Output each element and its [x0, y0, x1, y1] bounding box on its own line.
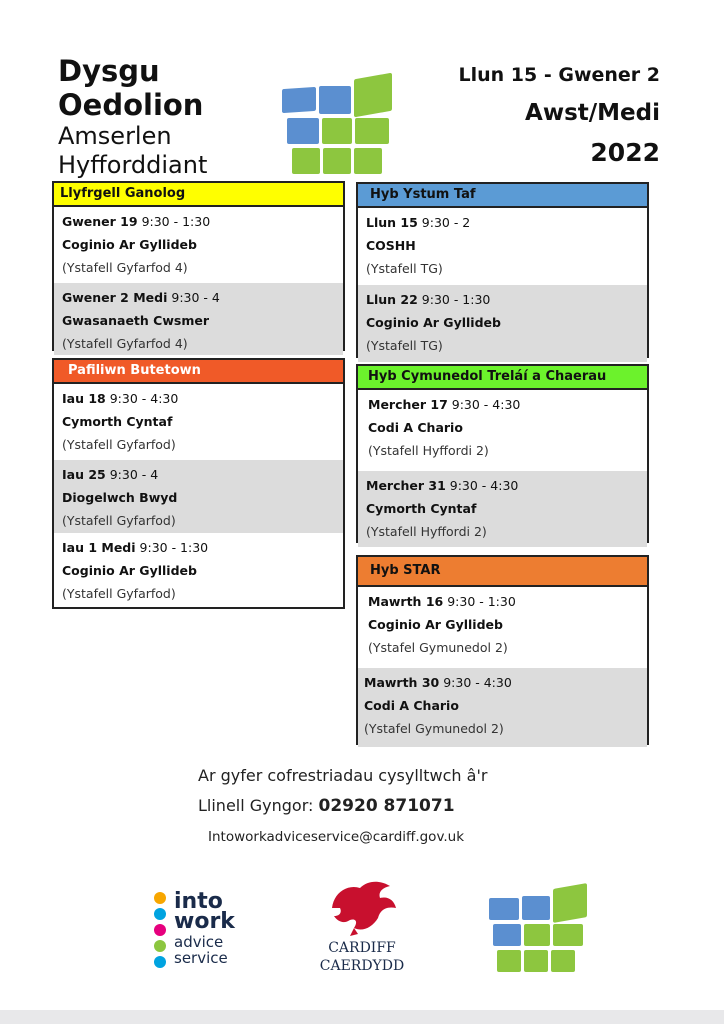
phone-number[interactable]: 02920 871071 — [318, 796, 455, 816]
session-entry: Llun 22 9:30 - 1:30 Coginio Ar Gyllideb (Ystafell TG) — [358, 285, 647, 362]
venue-pafiliwn-butetown — [52, 358, 345, 609]
cardiff-council-logo: CARDIFF CAERDYDD — [312, 878, 412, 978]
session-entry: Gwener 2 Medi 9:30 - 4 Gwasanaeth Cwsmer (Ystafell Gyfarfod 4) — [54, 283, 343, 355]
page-bottom-bar — [0, 1010, 724, 1024]
title-line-4: Hyfforddiant — [58, 151, 208, 179]
into-work-logo: into work advice service — [152, 890, 262, 976]
title-line-1: Dysgu — [58, 54, 160, 88]
venue-header: Hyb Ystum Taf — [358, 184, 647, 208]
session-entry: Gwener 19 9:30 - 1:30 Coginio Ar Gyllideb (Ystafell Gyfarfod 4) — [62, 214, 211, 275]
hub-logo-top — [282, 76, 394, 176]
session-entry: Mawrth 16 9:30 - 1:30 Coginio Ar Gyllideb (Ystafel Gymunedol 2) — [368, 594, 516, 655]
date-range: Llun 15 - Gwener 2 — [458, 64, 660, 86]
dragon-icon — [324, 878, 400, 938]
venue-header: Pafiliwn Butetown — [54, 360, 343, 384]
venue-header: Hyb STAR — [358, 557, 647, 587]
session-entry: Iau 18 9:30 - 4:30 Cymorth Cyntaf (Ystafell Gyfarfod) — [62, 391, 179, 452]
session-entry: Iau 25 9:30 - 4 Diogelwch Bwyd (Ystafell Gyfarfod) — [54, 460, 343, 533]
hub-logo-bottom — [489, 886, 589, 976]
email-link[interactable]: Intoworkadviceservice@cardiff.gov.uk — [208, 829, 465, 845]
month-label: Awst/Medi — [525, 100, 660, 126]
venue-hyb-ystum-taf — [356, 182, 649, 358]
title-line-2: Oedolion — [58, 88, 204, 122]
session-entry: Mercher 31 9:30 - 4:30 Cymorth Cyntaf (Ystafell Hyffordi 2) — [358, 471, 647, 547]
session-entry: Mercher 17 9:30 - 4:30 Codi A Chario (Ystafell Hyffordi 2) — [368, 397, 521, 458]
session-entry: Iau 1 Medi 9:30 - 1:30 Coginio Ar Gyllideb (Ystafell Gyfarfod) — [62, 540, 209, 601]
advice-line: Llinell Gyngor: 02920 871071 — [198, 796, 455, 816]
venue-llyfrgell-ganolog — [52, 181, 345, 351]
venue-header: Hyb Cymunedol Treláí a Chaerau — [358, 366, 647, 390]
registration-text: Ar gyfer cofrestriadau cysylltwch â'r — [198, 766, 488, 785]
venue-hyb-trelai-chaerau — [356, 364, 649, 543]
session-entry: Llun 15 9:30 - 2 COSHH (Ystafell TG) — [366, 215, 471, 276]
session-entry: Mawrth 30 9:30 - 4:30 Codi A Chario (Ystafel Gymunedol 2) — [358, 668, 647, 747]
year-label: 2022 — [590, 138, 660, 167]
title-line-3: Amserlen — [58, 122, 172, 150]
venue-header: Llyfrgell Ganolog — [54, 183, 343, 207]
venue-hyb-star — [356, 555, 649, 745]
